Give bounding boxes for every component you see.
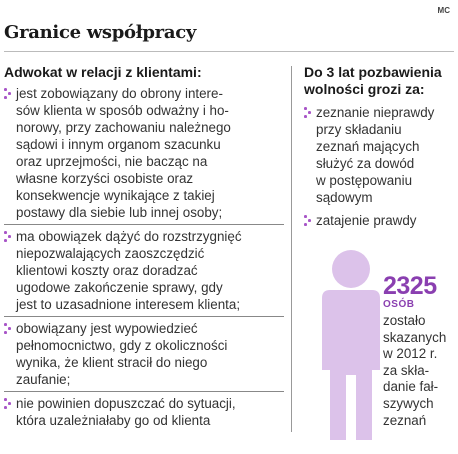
- stat-caption-line: w 2012 r.: [383, 346, 438, 362]
- list-item-line: ugodowe zakończenie sprawy, gdy: [16, 280, 223, 295]
- stat-number: 2325: [383, 272, 437, 300]
- right-heading: [300, 64, 458, 98]
- list-item-line: niepozwalających zaoszczędzić: [16, 246, 205, 261]
- list-item-line: sów klienta w sposób odważny i ho-: [16, 103, 229, 118]
- list-item-line: zatajenie prawdy: [316, 213, 417, 228]
- list-item-line: służyć za dowód: [316, 156, 415, 171]
- credit-label: MC: [437, 6, 450, 15]
- list-item-line: zaufanie;: [16, 372, 71, 387]
- stat-caption-line: zostało: [383, 313, 426, 328]
- list-item-line: konsekwencje wynikające z takiej: [16, 188, 215, 203]
- list-item-line: pełnomocnictwo, gdy z okoliczności: [16, 338, 228, 353]
- stat-caption-line: szywych: [383, 395, 434, 411]
- bullet-icon: [304, 107, 311, 118]
- left-column: [4, 64, 284, 429]
- stat-unit: OSÓB: [383, 299, 415, 310]
- list-item-line: która uzależniałaby go od klienta: [16, 413, 211, 428]
- list-item-line: wynika, że klient stracił do niego: [16, 355, 208, 370]
- stat-caption-line: skazanych: [383, 329, 447, 345]
- stat-caption: [383, 313, 458, 429]
- list-item: [300, 104, 458, 206]
- right-list: [300, 104, 458, 229]
- bullet-icon: [304, 215, 311, 226]
- bullet-icon: [4, 323, 11, 334]
- stat-block: [383, 273, 458, 429]
- left-list: [4, 85, 284, 429]
- right-heading-line: Do 3 lat pozbawienia: [304, 64, 442, 80]
- bullet-icon: [4, 398, 11, 409]
- list-item-line: nie powinien dopuszczać do sytuacji,: [16, 396, 236, 411]
- list-item-line: sądowi i innym organom szacunku: [16, 137, 221, 152]
- list-item-line: własne korzyści osobiste oraz: [16, 171, 194, 186]
- bullet-icon: [4, 88, 11, 99]
- left-heading: Adwokat w relacji z klientami:: [4, 64, 202, 80]
- title-divider: [4, 51, 454, 52]
- list-item-line: przy składaniu: [316, 122, 402, 137]
- page-title: Granice współpracy: [4, 22, 197, 43]
- list-item-line: w postępowaniu: [316, 173, 413, 188]
- list-item-line: obowiązany jest wypowiedzieć: [16, 321, 198, 336]
- list-item-line: ma obowiązek dążyć do rozstrzygnięć: [16, 229, 242, 244]
- person-silhouette-icon: [316, 250, 386, 440]
- column-divider: [291, 66, 292, 432]
- stat-caption-line: zeznań: [383, 412, 427, 428]
- list-item: [4, 395, 284, 429]
- list-item: [4, 320, 284, 392]
- list-item-line: jest zobowiązany do obrony intere-: [16, 86, 223, 101]
- list-item-line: postawy dla siebie lub innej osoby;: [16, 205, 223, 220]
- list-item-line: sądowym: [316, 190, 373, 205]
- list-item-line: klientowi koszty oraz doradzać: [16, 263, 198, 278]
- list-item: [300, 212, 458, 229]
- stat-caption-line: danie fał-: [383, 379, 439, 395]
- right-column: [300, 64, 458, 235]
- list-item-line: norowy, przy zachowaniu należnego: [16, 120, 231, 135]
- list-item: [4, 85, 284, 225]
- list-item-line: zeznań mających: [316, 139, 420, 154]
- list-item-line: zeznanie nieprawdy: [316, 105, 435, 120]
- bullet-icon: [4, 231, 11, 242]
- list-item-line: oraz uprzejmości, nie bacząc na: [16, 154, 208, 169]
- right-heading-line: wolności grozi za:: [304, 81, 425, 97]
- stat-caption-line: za skła-: [383, 362, 430, 378]
- list-item: [4, 228, 284, 317]
- list-item-line: jest to uzasadnione interesem klienta;: [16, 297, 241, 312]
